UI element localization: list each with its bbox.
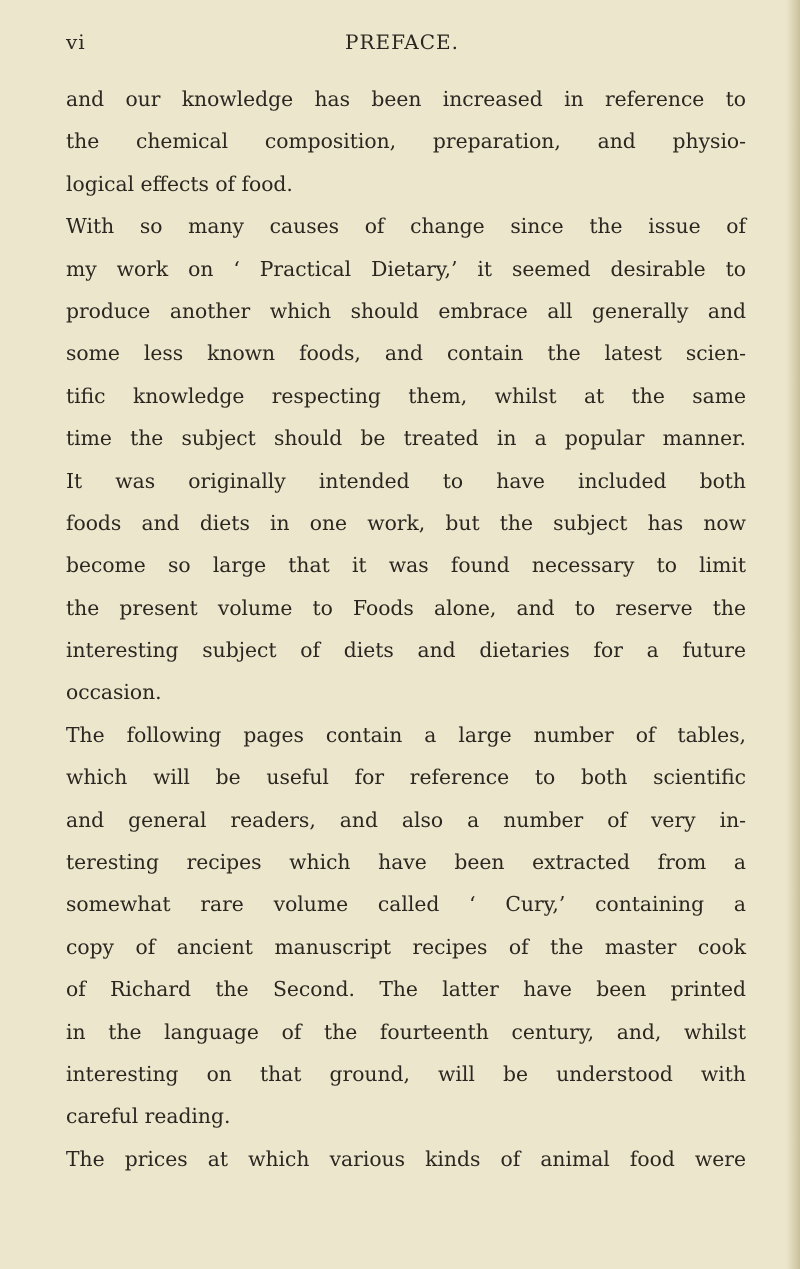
text-line: produce another which should embrace all generally and	[66, 298, 746, 323]
text-line: become so large that it was found necessary to limit	[66, 553, 746, 578]
text-line: logical effects of food.	[66, 171, 293, 196]
text-line: time the subject should be treated in a popular manner.	[66, 426, 746, 451]
page-edge-shadow	[786, 0, 800, 1269]
text-line: occasion.	[66, 680, 162, 705]
text-line: With so many causes of change since the issue of	[66, 214, 746, 239]
text-line: and our knowledge has been increased in reference to	[66, 87, 746, 111]
text-line: The prices at which various kinds of animal food were	[66, 1146, 746, 1171]
text-line: in the language of the fourteenth century, and, whilst	[66, 1019, 746, 1044]
page-number: vi	[66, 30, 86, 54]
text-line: interesting on that ground, will be understood with	[66, 1061, 746, 1086]
text-line: and general readers, and also a number of very in-	[66, 807, 746, 832]
text-line: tific knowledge respecting them, whilst at the same	[66, 383, 746, 408]
text-line: interesting subject of diets and dietaries for a future	[66, 638, 746, 663]
text-line: my work on ‘ Practical Dietary,’ it seemed desirable to	[66, 256, 746, 281]
text-line: some less known foods, and contain the latest scien-	[66, 341, 746, 366]
text-line: the present volume to Foods alone, and to reserve the	[66, 595, 746, 620]
text-line: which will be useful for reference to both scientific	[66, 765, 746, 790]
running-head: PREFACE.	[345, 30, 459, 54]
text-line: careful reading.	[66, 1104, 231, 1129]
text-line: of Richard the Second. The latter have been printed	[66, 977, 746, 1002]
page-header	[66, 30, 738, 60]
text-line: foods and diets in one work, but the subject has now	[66, 510, 746, 535]
text-line: somewhat rare volume called ‘ Cury,’ containing a	[66, 892, 746, 917]
text-line: It was originally intended to have included both	[66, 468, 746, 493]
text-line: The following pages contain a large number of tables,	[66, 722, 746, 747]
body-text	[66, 78, 746, 1180]
text-line: the chemical composition, preparation, and physio-	[66, 129, 746, 154]
text-line: copy of ancient manuscript recipes of the master cook	[66, 934, 746, 959]
text-line: teresting recipes which have been extracted from a	[66, 850, 746, 875]
